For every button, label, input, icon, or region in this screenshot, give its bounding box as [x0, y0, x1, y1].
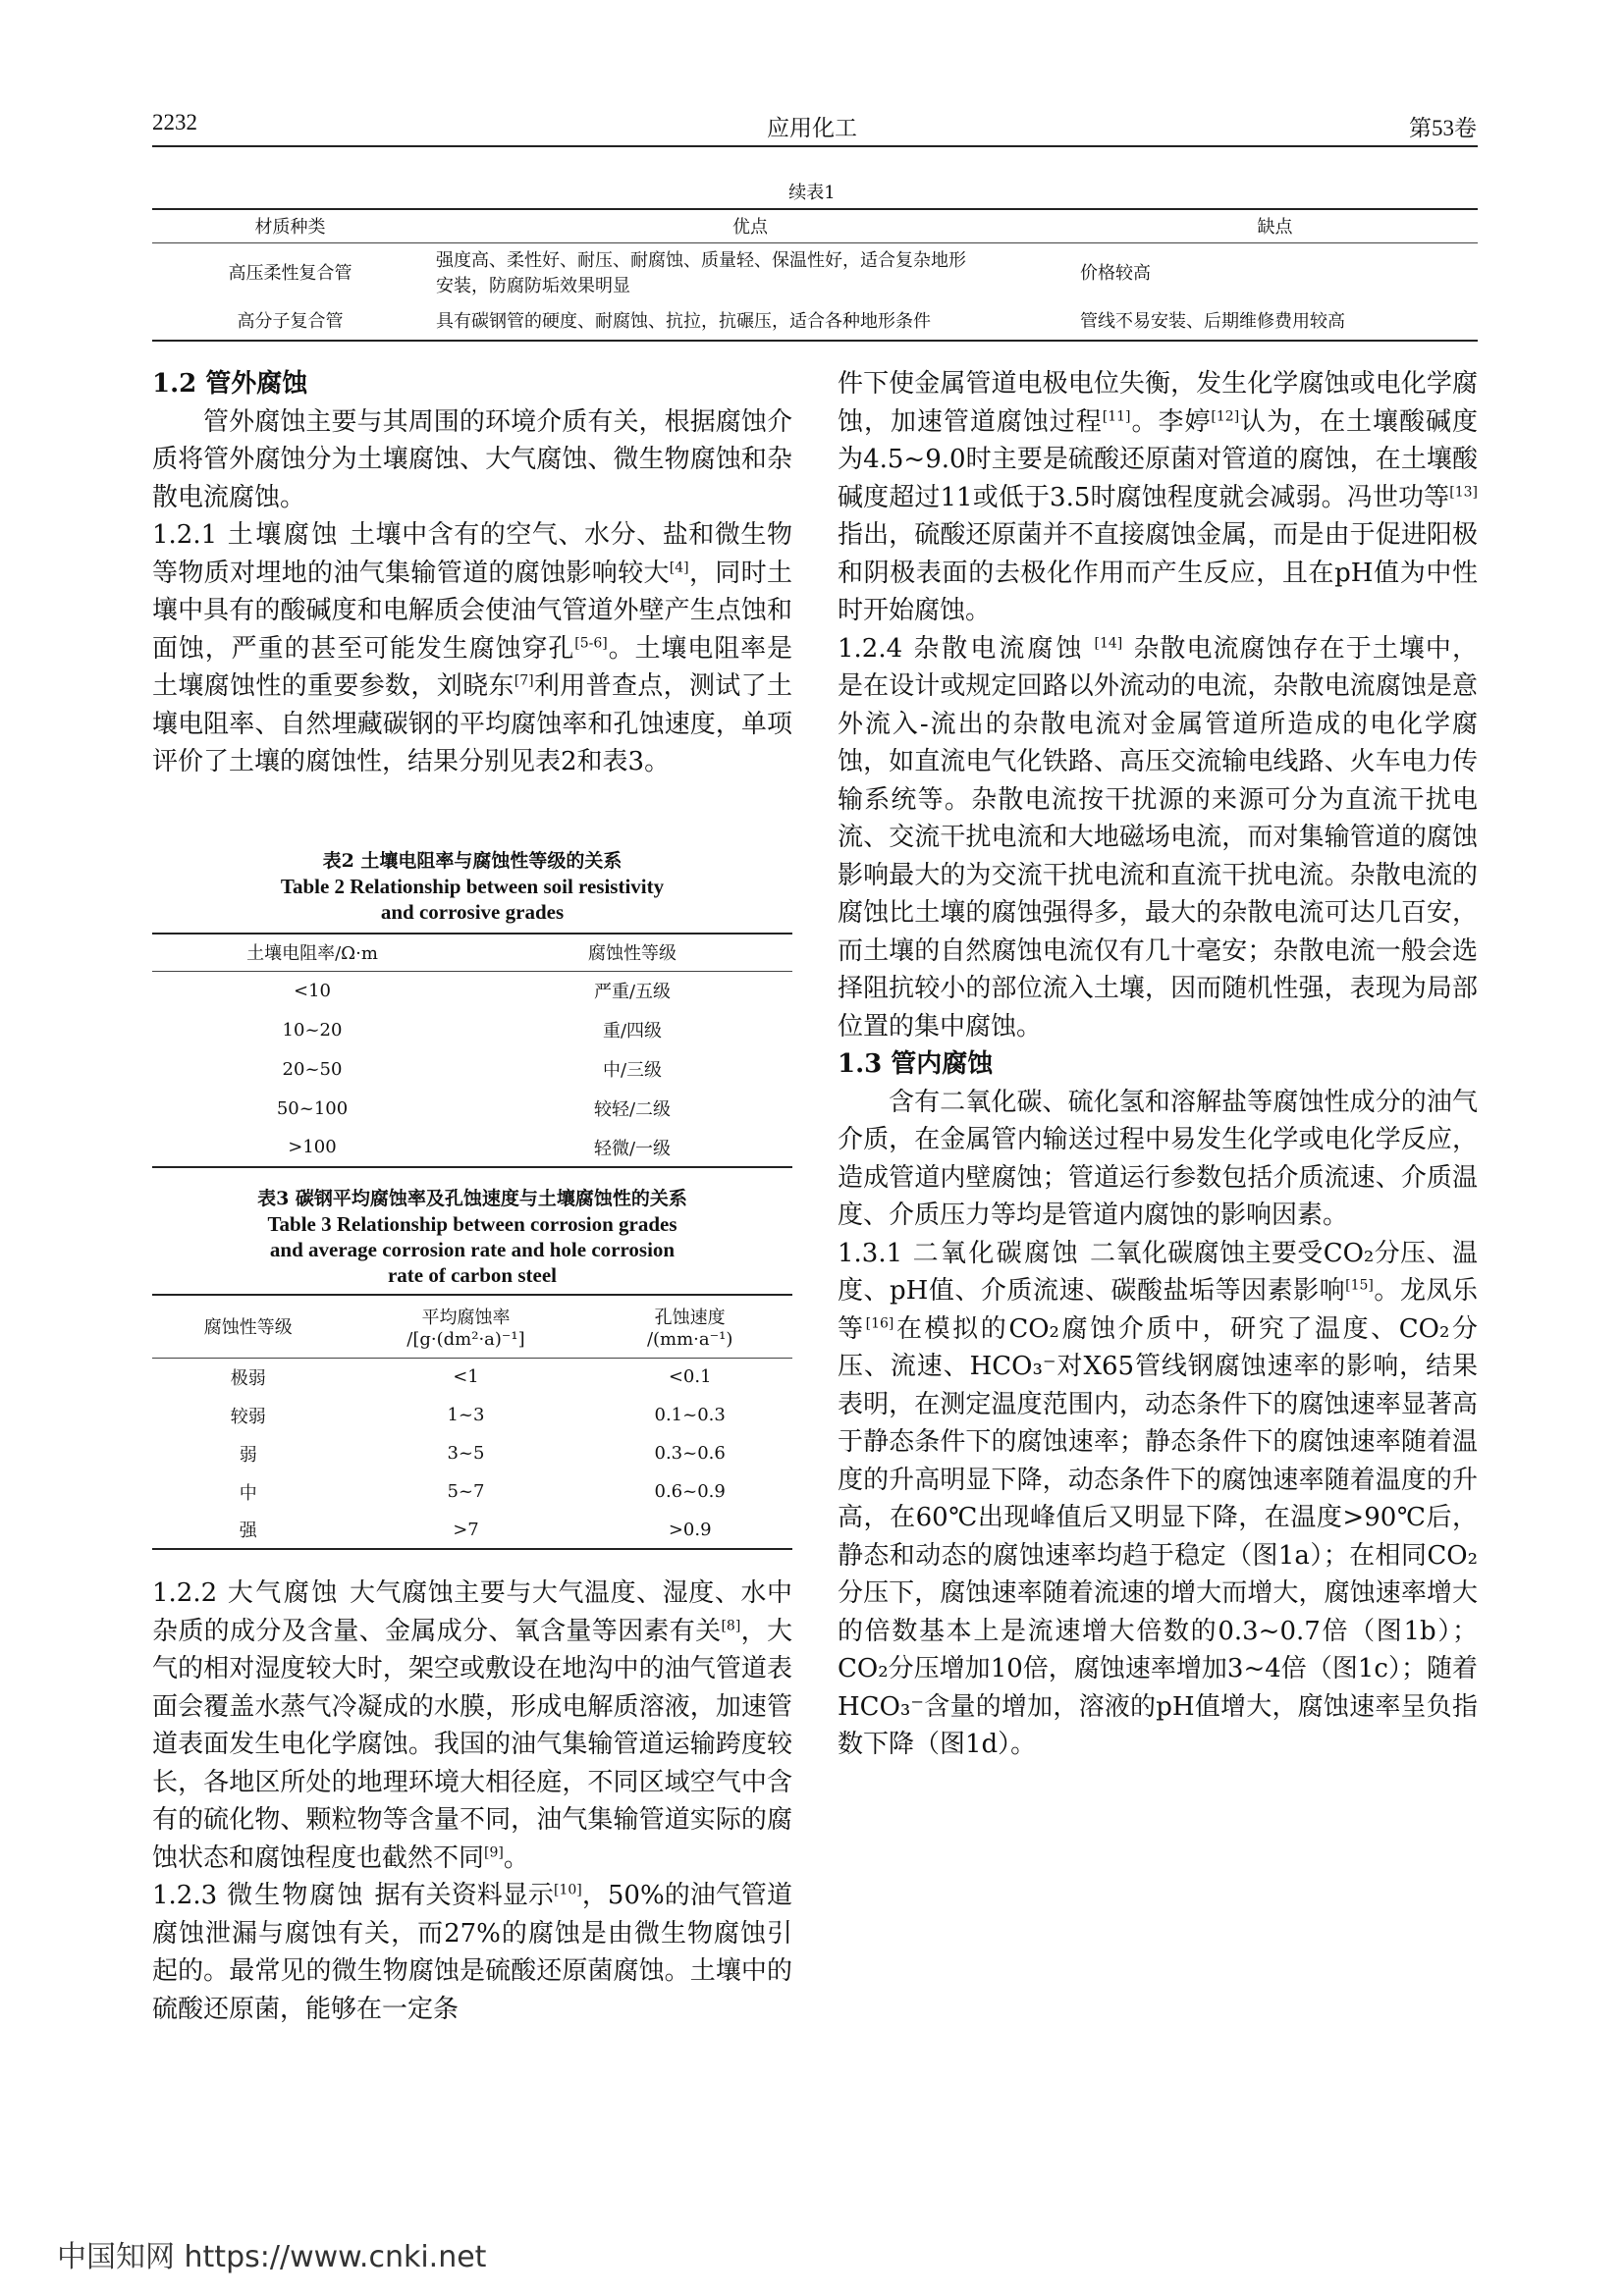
paragraph: 管外腐蚀主要与其周围的环境介质有关，根据腐蚀介质将管外腐蚀分为土壤腐蚀、大气腐蚀、微生物腐蚀和杂散电流腐蚀。 — [152, 406, 792, 512]
table-row — [152, 1434, 792, 1472]
text-run: 。李婷 — [1130, 406, 1212, 437]
table-row — [152, 1128, 792, 1167]
text-run: 土壤中含有的空气、水分、盐和微生物等物质对埋地的油气集输管道的腐蚀影响较大 — [152, 520, 792, 588]
text-run: 在模拟的CO₂腐蚀介质中，研究了温度、CO₂分压、流速、HCO₃⁻对X65管线钢腐蚀速率的影响，结果表明，在测定温度范围内，动态条件下的腐蚀速率显著高于静态条件下的腐蚀速率；静态条件下的腐蚀速率随着温度的升高明显下降，动态条件下的腐蚀速率随着温度的升高，在60℃出现峰值后又明显下降，在温度>90℃后，静态和动态的腐蚀速率均趋于稳定（图1a）；在相同CO₂分压下，腐蚀速率随着流速的增大而增大，腐蚀速率增大的倍数基本上是流速增大倍数的0.3~0.7倍（图1b）；CO₂分压增加10倍，腐蚀速率增加3~4倍（图1c）；随着HCO₃⁻含量的增加，溶液的pH值增大，腐蚀速率呈负指数下降（图1d）。 — [838, 1313, 1478, 1759]
table-row — [152, 1472, 792, 1511]
subsection-keyword: 大气腐蚀 — [227, 1578, 340, 1608]
table3-block — [152, 1186, 792, 1550]
table3-header — [587, 1295, 792, 1358]
citation: [14] — [1094, 634, 1123, 651]
table1 — [152, 208, 1478, 342]
citation: [12] — [1211, 407, 1240, 424]
table1-cell: 管线不易安装、后期维修费用较高 — [1080, 310, 1345, 332]
table3-header — [345, 1295, 588, 1358]
citation: [5-6] — [574, 634, 608, 651]
text-run: 。土壤电阻率是土壤腐蚀性的重要参数，刘晓东 — [152, 633, 792, 701]
text-run: 。 — [503, 1842, 529, 1873]
text-run: 二氧化碳腐蚀主要受CO₂分压、温度、pH值、介质流速、碳酸盐垢等因素影响 — [838, 1238, 1478, 1306]
table3-cell: 中 — [239, 1482, 257, 1504]
text-run: ，大气的相对湿度较大时，架空或敷设在地沟中的油气管道表面会覆盖水蒸气冷凝成的水膜，形成电解质溶液，加速管道表面发生电化学腐蚀。我国的油气集输管道运输跨度较长，各地区所处的地理环境大相径庭，不同区域空气中含有的硫化物、颗粒物等含量不同，油气集输管道实际的腐蚀状态和腐蚀程度也截然不同 — [152, 1616, 792, 1873]
text-run: 件下使金属管道电极电位失衡，发生化学腐蚀或电化学腐蚀，加速管道腐蚀过程 — [838, 369, 1478, 437]
table2-caption-en: Table 2 Relationship between soil resistivity — [280, 875, 665, 898]
journal-title: 应用化工 — [767, 116, 857, 140]
table-row — [152, 1396, 792, 1434]
table3-cell: <0.1 — [668, 1366, 712, 1388]
table1-cell-line: 安装，防腐防垢效果明显 — [436, 275, 630, 296]
table3-cell: <1 — [453, 1366, 479, 1388]
table1-cell: 价格较高 — [1080, 262, 1151, 284]
citation: [4] — [669, 559, 689, 575]
table-row — [152, 242, 1478, 300]
table-row — [152, 1358, 792, 1396]
table3-cell: 强 — [239, 1521, 257, 1541]
table2 — [152, 933, 792, 1168]
table2-cell: 较轻/二级 — [593, 1099, 672, 1120]
cnki-watermark: 中国知网 https://www.cnki.net — [57, 2240, 487, 2274]
table2-cell: 20~50 — [282, 1058, 343, 1080]
text-run: 。龙凤乐等 — [838, 1276, 1478, 1344]
citation: [13] — [1449, 483, 1478, 500]
subsection-number: 1.3.1 — [838, 1238, 903, 1268]
table3-cell: >7 — [453, 1519, 479, 1540]
table1-cell — [428, 242, 1072, 300]
section-heading: 1.2 管外腐蚀 — [152, 369, 308, 399]
table3-cell: 较弱 — [230, 1406, 266, 1427]
citation: [10] — [554, 1882, 582, 1898]
table2-cell: 严重/五级 — [593, 982, 672, 1003]
header-rule — [152, 145, 1478, 147]
table3-header-line: /(mm·a⁻¹) — [646, 1328, 733, 1350]
paragraph — [838, 365, 1478, 630]
text-run: ，50%的油气管道腐蚀泄漏与腐蚀有关，而27%的腐蚀是由微生物腐蚀引起的。最常见的微生物腐蚀是硫酸还原菌腐蚀。土壤中的硫酸还原菌，能够在一定条 — [152, 1881, 792, 2024]
table2-header-row — [152, 934, 792, 971]
citation: [9] — [484, 1843, 504, 1860]
text-run: 大气腐蚀主要与大气温度、湿度、水中杂质的成分及含量、金属成分、氧含量等因素有关 — [152, 1578, 792, 1646]
table1-header-row — [152, 209, 1478, 242]
table2-caption-en: and corrosive grades — [380, 900, 565, 924]
table2-header: 腐蚀性等级 — [588, 943, 677, 965]
table-row — [152, 300, 1478, 341]
table-row — [152, 1010, 792, 1049]
subsection-keyword: 杂散电流腐蚀 — [912, 633, 1085, 664]
table2-cell: >100 — [288, 1137, 337, 1157]
paragraph — [838, 1235, 1478, 1764]
table3-cell: >0.9 — [668, 1519, 712, 1540]
text-run: 据有关资料显示 — [374, 1881, 554, 1910]
paragraph — [152, 516, 792, 781]
table3-header-line: 孔蚀速度 — [654, 1307, 726, 1328]
table-row — [152, 1511, 792, 1549]
table3-header-row — [152, 1295, 792, 1358]
left-column-lower — [152, 1575, 792, 2028]
subsection-keyword: 微生物腐蚀 — [227, 1881, 365, 1910]
subsection-number: 1.2.2 — [152, 1578, 218, 1608]
table1-cell: 高分子复合管 — [237, 310, 344, 332]
table-row — [152, 1089, 792, 1128]
table2-caption-cn: 表2 土壤电阻率与腐蚀性等级的关系 — [322, 850, 623, 872]
section-heading: 1.3 管内腐蚀 — [838, 1049, 994, 1079]
table3 — [152, 1294, 792, 1550]
table3-caption-en: and average corrosion rate and hole corrosion — [269, 1238, 676, 1261]
text-run: 指出，硫酸还原菌并不直接腐蚀金属，而是由于促进阳极和阴极表面的去极化作用而产生反应，且在pH值为中性时开始腐蚀。 — [838, 520, 1478, 625]
table3-cell: 5~7 — [447, 1481, 485, 1502]
subsection-keyword: 二氧化碳腐蚀 — [912, 1238, 1081, 1268]
table2-block — [152, 848, 792, 1168]
table2-cell: <10 — [294, 980, 331, 1001]
paragraph — [152, 1877, 792, 2028]
table2-cell: 10~20 — [282, 1019, 343, 1041]
table3-header-line: /[g·(dm²·a)⁻¹] — [406, 1328, 525, 1350]
table2-cell: 重/四级 — [602, 1021, 663, 1041]
table1-header: 优点 — [732, 217, 768, 239]
table3-header-line: 平均腐蚀率 — [421, 1307, 511, 1328]
paragraph — [838, 630, 1478, 1046]
table1-header: 材质种类 — [254, 217, 326, 239]
citation: [16] — [865, 1314, 894, 1331]
table3-cell: 0.6~0.9 — [654, 1481, 726, 1502]
table2-cell: 中/三级 — [602, 1060, 663, 1081]
table3-cell: 0.1~0.3 — [654, 1405, 726, 1425]
table3-cell: 弱 — [239, 1444, 257, 1466]
paragraph — [152, 1575, 792, 1877]
table3-cell: 1~3 — [447, 1405, 485, 1425]
subsection-number: 1.2.3 — [152, 1881, 218, 1910]
paragraph: 含有二氧化碳、硫化氢和溶解盐等腐蚀性成分的油气介质，在金属管内输送过程中易发生化学或电化学反应，造成管道内壁腐蚀；管道运行参数包括介质流速、介质温度、介质压力等均是管道内腐蚀的影响因素。 — [838, 1087, 1478, 1230]
citation: [8] — [721, 1617, 741, 1633]
citation: [11] — [1102, 407, 1131, 424]
citation: [7] — [514, 672, 534, 689]
subsection-number: 1.2.1 — [152, 520, 218, 550]
table1-caption: 续表1 — [788, 183, 836, 203]
table3-header: 腐蚀性等级 — [203, 1317, 293, 1339]
table1-cell: 高压柔性复合管 — [228, 262, 352, 284]
volume-label: 第53卷 — [1409, 116, 1477, 140]
table-row — [152, 1049, 792, 1089]
table3-caption-cn: 表3 碳钢平均腐蚀率及孔蚀速度与土壤腐蚀性的关系 — [257, 1188, 687, 1209]
table2-cell: 50~100 — [276, 1097, 349, 1119]
table3-caption-en: Table 3 Relationship between corrosion grades — [267, 1212, 677, 1236]
text-run: 认为，在土壤酸碱度为4.5~9.0时主要是硫酸还原菌对管道的腐蚀，在土壤酸碱度超过11或低于3.5时腐蚀程度就会减弱。冯世功等 — [838, 406, 1478, 512]
subsection-keyword: 土壤腐蚀 — [227, 520, 340, 550]
table1-cell-line: 强度高、柔性好、耐压、耐腐蚀、质量轻、保温性好，适合复杂地形 — [436, 249, 966, 271]
table2-header: 土壤电阻率/Ω·m — [246, 943, 378, 965]
table3-cell: 3~5 — [447, 1443, 485, 1464]
table3-caption-en: rate of carbon steel — [387, 1263, 558, 1287]
citation: [15] — [1345, 1277, 1374, 1294]
left-column — [152, 365, 792, 781]
text-run: 杂散电流腐蚀存在于土壤中，是在设计或规定回路以外流动的电流，杂散电流腐蚀是意外流入-流出的杂散电流对金属管道所造成的电化学腐蚀，如直流电气化铁路、高压交流输电线路、火车电力传输系统等。杂散电流按干扰源的来源可分为直流干扰电流、交流干扰电流和大地磁场电流，而对集输管道的腐蚀影响最大的为交流干扰电流和直流干扰电流。杂散电流的腐蚀比土壤的腐蚀强得多，最大的杂散电流可达几百安，而土壤的自然腐蚀电流仅有几十毫安；杂散电流一般会选择阻抗较小的部位流入土壤，因而随机性强，表现为局部位置的集中腐蚀。 — [838, 633, 1478, 1041]
table1-header: 缺点 — [1257, 217, 1293, 239]
page-number: 2232 — [152, 110, 197, 134]
subsection-number: 1.2.4 — [838, 633, 903, 664]
table1-cell: 具有碳钢管的硬度、耐腐蚀、抗拉，抗碾压，适合各种地形条件 — [436, 310, 931, 332]
table3-cell: 极弱 — [230, 1367, 266, 1389]
table2-cell: 轻微/一级 — [593, 1138, 672, 1159]
text-run: ，同时土壤中具有的酸碱度和电解质会使油气管道外壁产生点蚀和面蚀，严重的甚至可能发生腐蚀穿孔 — [152, 558, 792, 664]
table-row — [152, 971, 792, 1010]
table3-cell: 0.3~0.6 — [654, 1443, 726, 1464]
text-run: 利用普查点，测试了土壤电阻率、自然埋藏碳钢的平均腐蚀率和孔蚀速度，单项评价了土壤的腐蚀性，结果分别见表2和表3。 — [152, 671, 792, 776]
right-column — [838, 365, 1478, 1764]
